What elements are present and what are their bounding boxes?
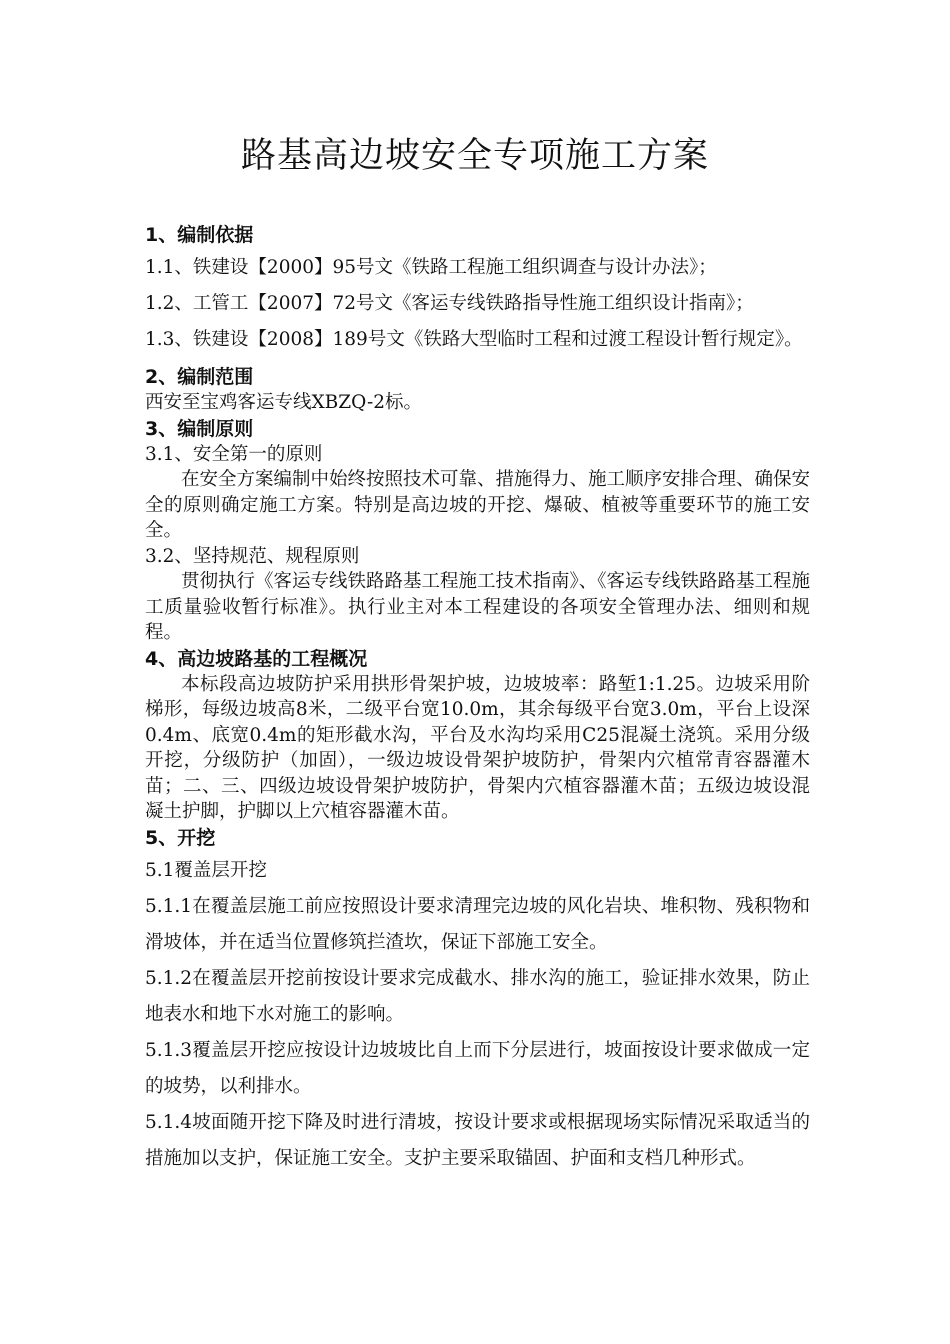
principle-1-body: 在安全方案编制中始终按照技术可靠、措施得力、施工顺序安排合理、确保安全的原则确定施工方案。特别是高边坡的开挖、爆破、植被等重要环节的施工安全。 — [145, 469, 811, 541]
document-body — [145, 222, 810, 1177]
section-heading-principles: 3、编制原则 — [145, 417, 254, 440]
excavation-item-1: 5.1.1在覆盖层施工前应按照设计要求清理完边坡的风化岩块、堆积物、残积物和滑坡体，并在适当位置修筑拦渣坎，保证下部施工安全。 — [145, 895, 810, 953]
basis-item-1: 1.1、铁建设【2000】95号文《铁路工程施工组织调查与设计办法》； — [145, 257, 717, 278]
section-heading-scope: 2、编制范围 — [145, 366, 254, 388]
section-heading-basis: 1、编制依据 — [145, 224, 254, 246]
excavation-item-2: 5.1.2在覆盖层开挖前按设计要求完成截水、排水沟的施工，验证排水效果，防止地表水和地下水对施工的影响。 — [145, 967, 810, 1025]
scope-text: 西安至宝鸡客运专线XBZQ-2标。 — [145, 392, 422, 413]
document-title: 路基高边坡安全专项施工方案 — [240, 136, 709, 176]
basis-item-2: 1.2、工管工【2007】72号文《客运专线铁路指导性施工组织设计指南》； — [145, 293, 754, 314]
principle-1-title: 3.1、安全第一的原则 — [145, 443, 323, 465]
excavation-sub-title: 5.1覆盖层开挖 — [145, 859, 267, 881]
section-heading-excavation: 5、开挖 — [145, 826, 216, 849]
section-heading-overview: 4、高边坡路基的工程概况 — [145, 647, 368, 670]
overview-body: 本标段高边坡防护采用拱形骨架护坡，边坡坡率：路堑1:1.25。边坡采用阶梯形，每级边坡高8米，二级平台宽10.0m，其余每级平台宽3.0m，平台上设深0.4m、底宽0.4m的矩形截水沟，平台及水沟均采用C25混凝土浇筑。采用分级开挖，分级防护（加固），一级边坡设骨架护坡防护，骨架内穴植常青容器灌木苗；二、三、四级边坡设骨架护坡防护，骨架内穴植容器灌木苗；五级边坡设混凝土护脚，护脚以上穴植容器灌木苗。 — [145, 673, 810, 822]
basis-item-3: 1.3、铁建设【2008】189号文《铁路大型临时工程和过渡工程设计暂行规定》。 — [145, 329, 803, 350]
principle-2-body: 贯彻执行《客运专线铁路路基工程施工技术指南》、《客运专线铁路路基工程施工质量验收暂行标准》。执行业主对本工程建设的各项安全管理办法、细则和规程。 — [145, 571, 811, 643]
principle-2-title: 3.2、坚持规范、规程原则 — [145, 545, 360, 567]
excavation-item-3: 5.1.3覆盖层开挖应按设计边坡坡比自上而下分层进行，坡面按设计要求做成一定的坡势，以利排水。 — [145, 1039, 810, 1097]
excavation-item-4: 5.1.4坡面随开挖下降及时进行清坡，按设计要求或根据现场实际情况采取适当的措施加以支护，保证施工安全。支护主要采取锚固、护面和支档几种形式。 — [145, 1111, 810, 1169]
